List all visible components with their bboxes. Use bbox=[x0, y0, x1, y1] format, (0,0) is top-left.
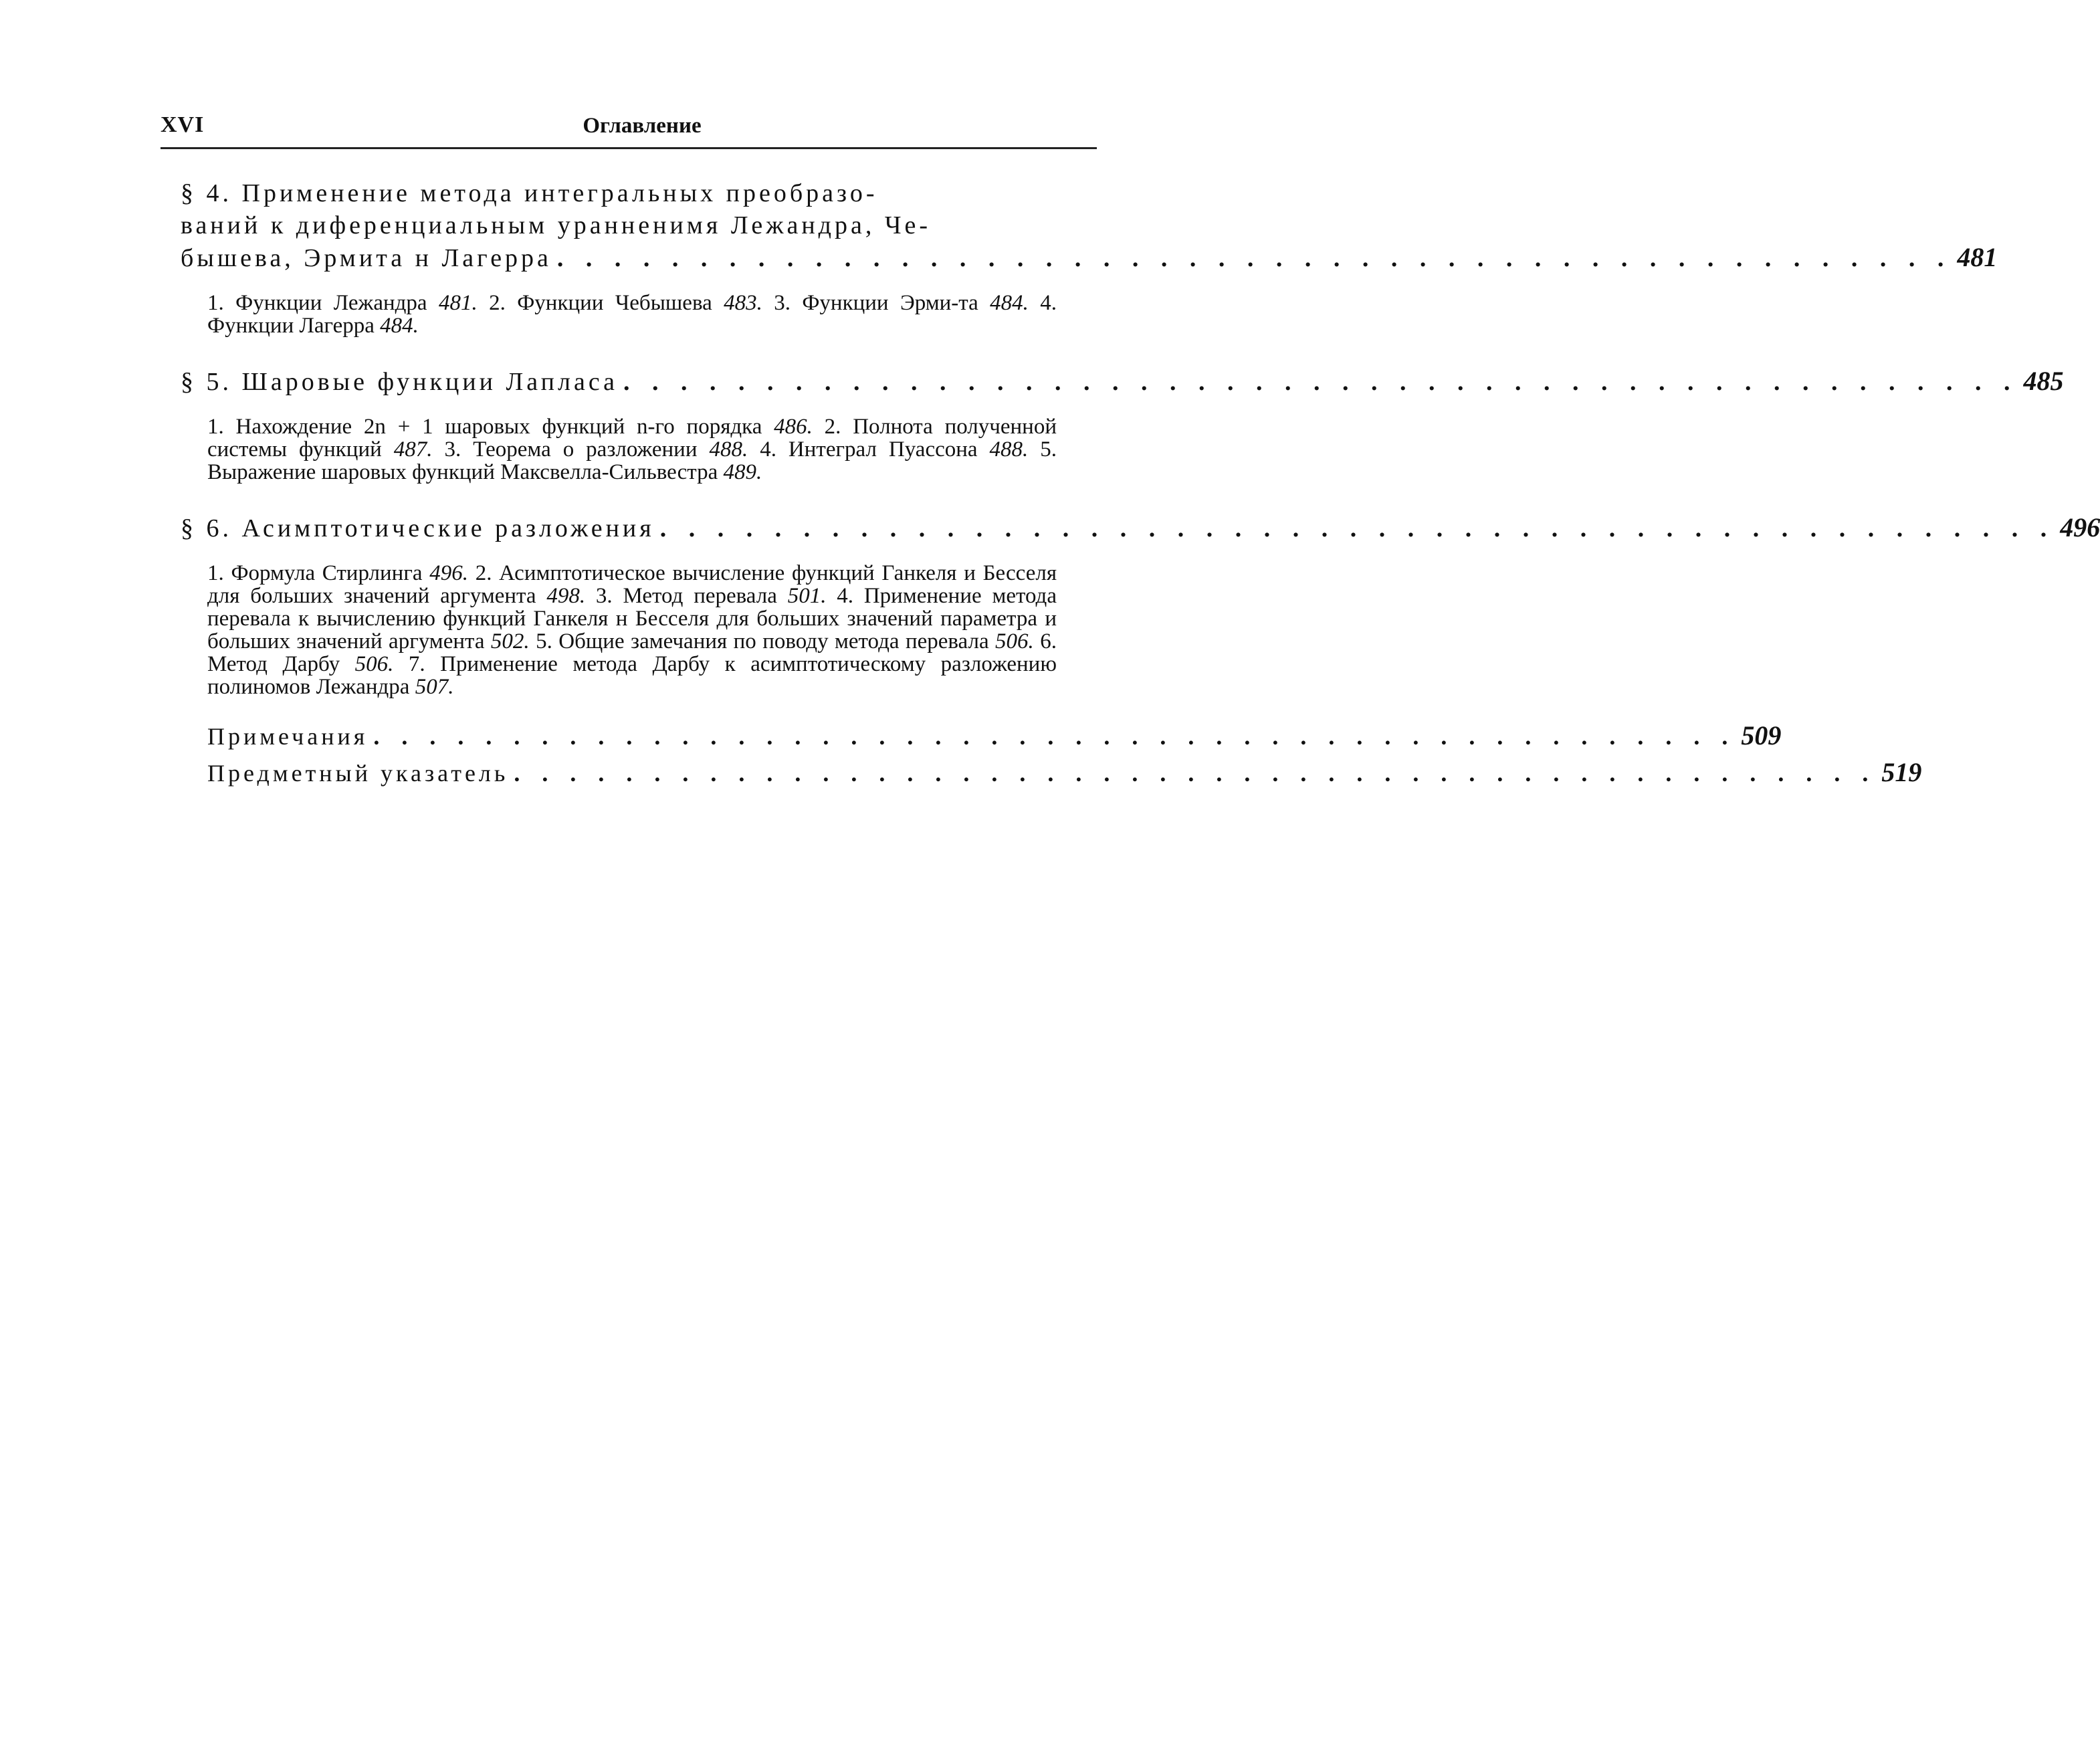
section-heading-line: ваний к диференциальным уранненимя Лежандра, Че- bbox=[181, 211, 932, 239]
section-heading-line: § 5. Шаровые функции Лапласа bbox=[181, 368, 619, 396]
subitem-page: 484. bbox=[380, 314, 419, 338]
toc-section-5 bbox=[181, 365, 2064, 484]
section-page-number: 485 bbox=[2023, 366, 2064, 396]
section-heading-line: бышева, Эрмита н Лагерра bbox=[181, 244, 552, 272]
header-rule bbox=[161, 147, 1097, 149]
subitem-page: 486. bbox=[774, 415, 813, 439]
subitem-page: 506. bbox=[995, 629, 1034, 653]
section-heading-line: § 6. Асимптотические разложения bbox=[181, 514, 655, 542]
subitem-page: 489. bbox=[723, 460, 762, 484]
subitem-page: 488. bbox=[709, 437, 748, 462]
subitem-page: 481. bbox=[438, 291, 478, 315]
entry-label: Примечания bbox=[207, 723, 369, 750]
subitem-page: 483. bbox=[724, 291, 762, 315]
subitem-page: 507. bbox=[415, 675, 454, 699]
subitem-page: 498. bbox=[546, 584, 586, 608]
running-title: Оглавление bbox=[583, 114, 702, 138]
subitem-page: 488. bbox=[989, 437, 1029, 462]
subitem-page: 484. bbox=[990, 291, 1029, 315]
subitem-text: 5. Выражение шаровых функций Максвелла-Сильвестра bbox=[207, 437, 1057, 484]
running-header bbox=[161, 112, 1097, 146]
subitem-text: 4. Функции Лагерра bbox=[207, 291, 1057, 338]
subitem-page: 506. bbox=[354, 652, 394, 676]
entry-page-number: 509 bbox=[1741, 720, 1782, 750]
toc-content bbox=[181, 177, 2100, 789]
subitem-page: 502. bbox=[490, 629, 530, 653]
subitem-text: 2. Полнота полученной системы функций bbox=[207, 415, 1057, 462]
toc-entry-index bbox=[181, 756, 1922, 789]
section-heading-leader bbox=[181, 241, 1998, 274]
dot-leader: . . . . . . . . . . . . . . . . . . . . . . . . . . . . . . . . . . . . . . . . . . . . . . . . . bbox=[373, 723, 1736, 750]
subitems-list bbox=[207, 292, 1057, 337]
section-heading-leader bbox=[181, 365, 2064, 398]
subitem-text: 6. Метод Дарбу bbox=[207, 629, 1057, 676]
subitem-page: 496. bbox=[429, 561, 468, 585]
entry-leader bbox=[181, 720, 1782, 752]
dot-leader: . . . . . . . . . . . . . . . . . . . . . . . . . . . . . . . . . . . . . . . . . . . . . . . . . bbox=[556, 244, 1952, 272]
toc-section-4 bbox=[181, 177, 1998, 338]
page-number: XVI bbox=[161, 112, 205, 137]
subitem-page: 487. bbox=[393, 437, 433, 462]
section-page-number: 496 bbox=[2060, 512, 2100, 542]
section-page-number: 481 bbox=[1957, 242, 1998, 272]
subitem-text: 7. Применение метода Дарбу к асимптотическому разложению полиномов Лежандра bbox=[207, 652, 1057, 699]
section-heading-leader bbox=[181, 512, 2100, 544]
dot-leader: . . . . . . . . . . . . . . . . . . . . . . . . . . . . . . . . . . . . . . . . . . . . . . . . . bbox=[659, 514, 2055, 542]
subitem-text: 1. Нахождение 2n + 1 шаровых функций n-го порядка bbox=[207, 415, 774, 439]
subitem-text: 4. Применение метода перевала к вычислению функций Ганкеля н Бесселя для больших значений параметра и больших значений аргумента bbox=[207, 584, 1057, 653]
subitem-text: 3. Метод перевала bbox=[585, 584, 788, 608]
subitem-text: 1. Функции Лежандра bbox=[207, 291, 439, 315]
subitems-list bbox=[207, 562, 1057, 698]
subitem-text: 3. Функции Эрми-та bbox=[762, 291, 990, 315]
subitem-text: 2. Асимптотическое вычисление функций Ганкеля и Бесселя для больших значений аргумента bbox=[207, 561, 1057, 608]
dot-leader: . . . . . . . . . . . . . . . . . . . . . . . . . . . . . . . . . . . . . . . . . . . . . . . . . bbox=[623, 368, 2018, 396]
subitem-page: 501. bbox=[787, 584, 827, 608]
entry-page-number: 519 bbox=[1881, 757, 1922, 787]
subitem-text: 5. Общие замечания по поводу метода перевала bbox=[529, 629, 996, 653]
entry-label: Предметный указатель bbox=[207, 760, 509, 787]
subitem-text: 1. Формула Стирлинга bbox=[207, 561, 430, 585]
dot-leader: . . . . . . . . . . . . . . . . . . . . . . . . . . . . . . . . . . . . . . . . . . . . . . . . . bbox=[514, 760, 1877, 787]
subitem-text: 3. Теорема о разложении bbox=[432, 437, 710, 462]
subitems-list bbox=[207, 415, 1057, 484]
subitem-text: 4. Интеграл Пуассона bbox=[748, 437, 990, 462]
subitem-text: 2. Функции Чебышева bbox=[477, 291, 724, 315]
entry-leader bbox=[181, 756, 1922, 789]
toc-section-6 bbox=[181, 512, 2100, 699]
toc-entry-notes bbox=[181, 720, 1782, 752]
section-heading-line: § 4. Применение метода интегральных преобразо- bbox=[181, 179, 878, 207]
